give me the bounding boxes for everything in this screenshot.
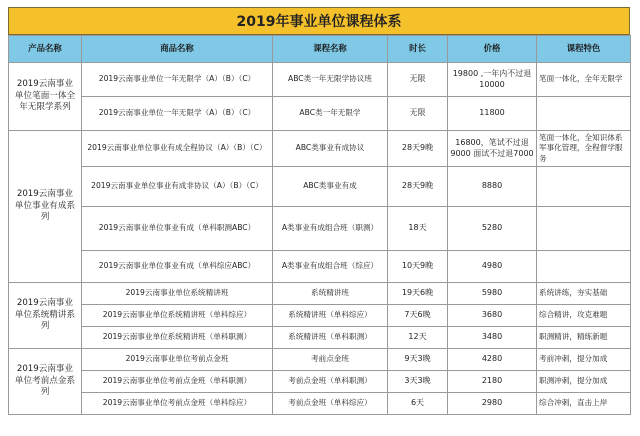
price: 16800，笔试不过退9000 面试不过退7000 [448, 131, 537, 167]
price: 2180 [448, 371, 537, 393]
price: 2980 [448, 393, 537, 415]
table-row [9, 371, 631, 393]
item-name: 2019云南事业单位系统精讲班（单科职测） [82, 327, 273, 349]
header-row [9, 36, 631, 63]
course-name: 系统精讲班 [273, 283, 388, 305]
table-row [9, 207, 631, 251]
item-name: 2019云南事业单位系统精讲班 [82, 283, 273, 305]
feature: 综合精讲，攻克难题 [537, 305, 631, 327]
group-name: 2019云南事业单位考前点金系列 [9, 349, 82, 415]
item-name: 2019云南事业单位事业有成（单科综应ABC） [82, 251, 273, 283]
feature [537, 97, 631, 131]
course-name: A类事业有成组合班（综应） [273, 251, 388, 283]
course-name: 考前点金班（单科综应） [273, 393, 388, 415]
table-row [9, 327, 631, 349]
item-name: 2019云南事业单位事业有成（单科职测ABC） [82, 207, 273, 251]
header-product-name: 产品名称 [9, 36, 82, 63]
header-item-name: 商品名称 [82, 36, 273, 63]
header-course-name: 课程名称 [273, 36, 388, 63]
course-name: 系统精讲班（单科综应） [273, 305, 388, 327]
duration: 10天9晚 [388, 251, 448, 283]
feature: 职测精讲，精练新题 [537, 327, 631, 349]
table-row [9, 349, 631, 371]
price: 8880 [448, 167, 537, 207]
course-name: 系统精讲班（单科职测） [273, 327, 388, 349]
course-name: ABC类事业有成 [273, 167, 388, 207]
duration: 无限 [388, 63, 448, 97]
group-name: 2019云南事业单位事业有成系列 [9, 131, 82, 283]
item-name: 2019云南事业单位系统精讲班（单科综应） [82, 305, 273, 327]
duration: 12天 [388, 327, 448, 349]
course-name: A类事业有成组合班（职测） [273, 207, 388, 251]
duration: 无限 [388, 97, 448, 131]
feature [537, 207, 631, 251]
table-row [9, 393, 631, 415]
course-name: ABC类事业有成协议 [273, 131, 388, 167]
price: 11800 [448, 97, 537, 131]
header-duration: 时长 [388, 36, 448, 63]
course-name: ABC类一年无限学 [273, 97, 388, 131]
group-name: 2019云南事业单位系统精讲系列 [9, 283, 82, 349]
feature: 综合冲刺，直击上岸 [537, 393, 631, 415]
price: 4980 [448, 251, 537, 283]
price: 3680 [448, 305, 537, 327]
table-row [9, 283, 631, 305]
feature [537, 251, 631, 283]
course-name: 考前点金班（单科职测） [273, 371, 388, 393]
item-name: 2019云南事业单位一年无限学（A）（B）（C） [82, 63, 273, 97]
duration: 28天9晚 [388, 131, 448, 167]
item-name: 2019云南事业单位考前点金班 [82, 349, 273, 371]
feature: 职测冲刺，提分加成 [537, 371, 631, 393]
course-name: 考前点金班 [273, 349, 388, 371]
price: 5980 [448, 283, 537, 305]
duration: 3天3晚 [388, 371, 448, 393]
table-row [9, 63, 631, 97]
price: 5280 [448, 207, 537, 251]
table-row [9, 131, 631, 167]
duration: 6天 [388, 393, 448, 415]
table-row [9, 97, 631, 131]
duration: 7天6晚 [388, 305, 448, 327]
duration: 28天9晚 [388, 167, 448, 207]
table-row [9, 167, 631, 207]
feature: 笔面一体化，全年无限学 [537, 63, 631, 97]
group-name: 2019云南事业单位笔面一体全年无限学系列 [9, 63, 82, 131]
duration: 18天 [388, 207, 448, 251]
price: 3480 [448, 327, 537, 349]
item-name: 2019云南事业单位考前点金班（单科综应） [82, 393, 273, 415]
course-name: ABC类一年无限学协议班 [273, 63, 388, 97]
header-feature: 课程特色 [537, 36, 631, 63]
price: 19800 ,一年内不过退10000 [448, 63, 537, 97]
header-price: 价格 [448, 36, 537, 63]
duration: 19天6晚 [388, 283, 448, 305]
table-row [9, 251, 631, 283]
sheet-title: 2019年事业单位课程体系 [8, 7, 630, 35]
duration: 9天3晚 [388, 349, 448, 371]
price: 4280 [448, 349, 537, 371]
table-row [9, 305, 631, 327]
course-table [8, 35, 631, 415]
feature: 笔面一体化，全知识体系军事化管理，全程督学服务 [537, 131, 631, 167]
item-name: 2019云南事业单位事业有成非协议（A）（B）（C） [82, 167, 273, 207]
item-name: 2019云南事业单位考前点金班（单科职测） [82, 371, 273, 393]
feature [537, 167, 631, 207]
feature: 系统讲练，夯实基础 [537, 283, 631, 305]
item-name: 2019云南事业单位一年无限学（A）（B）（C） [82, 97, 273, 131]
item-name: 2019云南事业单位事业有成全程协议（A）（B）（C） [82, 131, 273, 167]
feature: 考前冲刺，提分加成 [537, 349, 631, 371]
